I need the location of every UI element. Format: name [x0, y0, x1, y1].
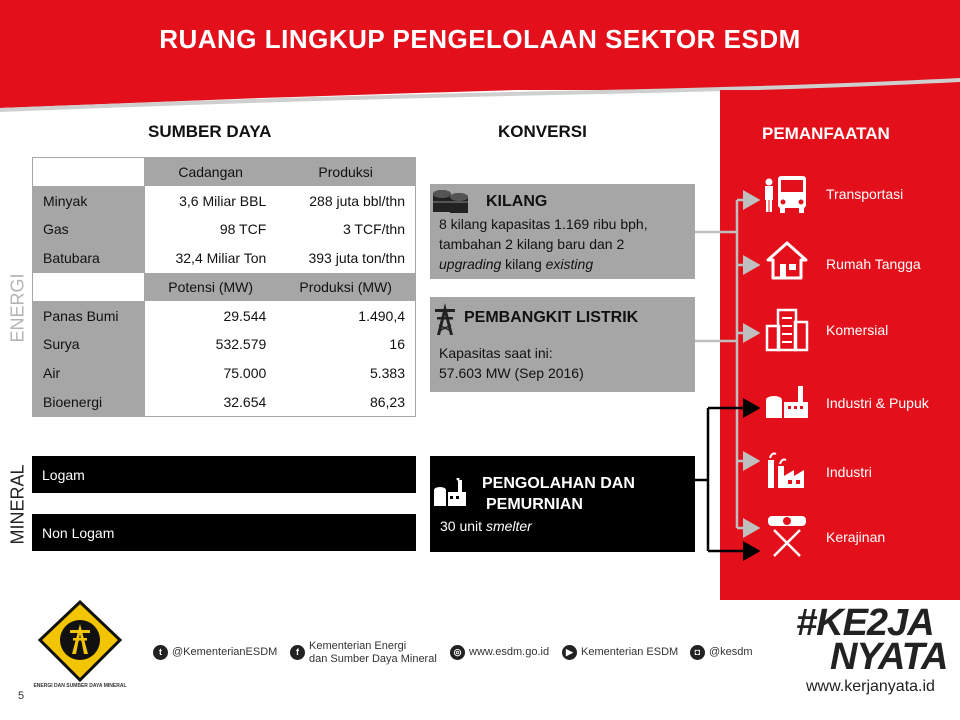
house-icon — [766, 240, 808, 282]
side-label-energi: ENERGI — [7, 273, 28, 343]
youtube-icon: ▶ — [562, 645, 577, 660]
logo-caption: ENERGI DAN SUMBER DAYA MINERAL — [33, 683, 127, 689]
kilang-desc-line: 8 kilang kapasitas 1.169 ribu bph, — [439, 216, 648, 232]
mineral-logam-box — [32, 456, 416, 493]
instagram-icon: ◘ — [690, 645, 705, 660]
buildings-icon — [764, 306, 810, 352]
power-tower-icon — [433, 301, 457, 337]
cell-value: 32.654 — [145, 388, 277, 417]
mineral-non-logam-label: Non Logam — [42, 525, 115, 541]
pengolahan-title-line: PENGOLAHAN DAN — [482, 475, 635, 492]
row-label: Bioenergi — [33, 388, 145, 417]
pembangkit-title: PEMBANGKIT LISTRIK — [464, 309, 639, 326]
table-row — [33, 388, 416, 417]
row-label: Minyak — [33, 186, 145, 215]
footer-facebook-line: Kementerian Energi — [309, 640, 407, 652]
cell-value: 98 TCF — [145, 215, 277, 244]
row-label: Gas — [33, 215, 145, 244]
pemanfaatan-panel — [720, 90, 960, 600]
table-header-row — [33, 273, 416, 302]
cell-value: 75.000 — [145, 359, 277, 388]
kerja-logo-line: NYATA — [830, 636, 948, 678]
table-row — [33, 215, 416, 244]
pemanfaatan-label: Industri & Pupuk — [826, 395, 929, 411]
cell-value: 3,6 Miliar BBL — [145, 186, 277, 215]
globe-icon: ◎ — [450, 645, 465, 660]
footer-twitter[interactable]: @KementerianESDM — [172, 646, 278, 658]
cell-value: 5.383 — [276, 359, 415, 388]
factory-tank-icon — [764, 380, 810, 420]
kilang-desc — [439, 214, 648, 274]
handicraft-icon — [764, 510, 810, 558]
row-label: Batubara — [33, 244, 145, 273]
cell-value: 1.490,4 — [276, 301, 415, 330]
table-row — [33, 359, 416, 388]
pengolahan-box — [430, 456, 695, 552]
resource-table — [32, 157, 416, 417]
pengolahan-title — [482, 473, 635, 515]
table-header-blank — [33, 273, 145, 302]
esdm-logo-emblem — [34, 600, 126, 682]
twitter-icon: t — [153, 645, 168, 660]
pengolahan-title-line: PEMURNIAN — [486, 496, 583, 513]
pemanfaatan-label: Komersial — [826, 322, 889, 338]
cell-value: 86,23 — [276, 388, 415, 417]
facebook-icon: f — [290, 645, 305, 660]
row-label: Surya — [33, 330, 145, 359]
heading-sumber-daya: SUMBER DAYA — [148, 122, 272, 141]
kilang-mid: kilang — [501, 256, 546, 272]
footer-website[interactable]: www.esdm.go.id — [469, 646, 550, 658]
pengolahan-desc-smelter: smelter — [485, 518, 532, 534]
esdm-logo — [34, 600, 126, 682]
pemanfaatan-label: Transportasi — [826, 186, 904, 202]
cell-value: 532.579 — [145, 330, 277, 359]
kerja-logo-line: #KE2JA — [796, 602, 934, 644]
footer-facebook[interactable] — [309, 640, 437, 666]
footer-youtube[interactable]: Kementerian ESDM — [581, 646, 679, 658]
row-label: Air — [33, 359, 145, 388]
factory-icon — [764, 446, 810, 490]
table-row — [33, 186, 416, 215]
header-banner — [0, 0, 960, 90]
pengolahan-desc-text: 30 unit — [440, 518, 486, 534]
table-header-cell: Cadangan — [145, 158, 277, 187]
pengolahan-desc — [440, 518, 532, 534]
page-title: RUANG LINGKUP PENGELOLAAN SEKTOR ESDM — [159, 24, 801, 54]
kilang-upgrading: upgrading — [439, 256, 502, 272]
table-header-row — [33, 158, 416, 187]
cell-value: 16 — [276, 330, 415, 359]
cell-value: 29.544 — [145, 301, 277, 330]
cell-value: 288 juta bbl/thn — [276, 186, 415, 215]
table-row — [33, 244, 416, 273]
heading-konversi: KONVERSI — [498, 122, 587, 141]
kilang-desc-line — [439, 254, 648, 274]
mineral-logam-label: Logam — [42, 467, 85, 483]
cell-value: 32,4 Miliar Ton — [145, 244, 277, 273]
smelter-icon — [432, 478, 468, 508]
table-row — [33, 330, 416, 359]
table-header-blank — [33, 158, 145, 187]
pemanfaatan-label: Rumah Tangga — [826, 256, 921, 272]
table-header-cell: Produksi (MW) — [276, 273, 415, 302]
footer-instagram[interactable]: @kesdm — [709, 646, 753, 658]
heading-pemanfaatan: PEMANFAATAN — [762, 124, 890, 143]
cell-value: 393 juta ton/thn — [276, 244, 415, 273]
kerja-url[interactable]: www.kerjanyata.id — [806, 678, 935, 695]
kerja-nyata-logo — [796, 602, 948, 678]
pembangkit-desc-line: 57.603 MW (Sep 2016) — [439, 365, 584, 381]
page-number: 5 — [18, 690, 25, 702]
mineral-non-logam-box — [32, 514, 416, 551]
bus-person-icon — [762, 174, 810, 214]
pemanfaatan-label: Industri — [826, 464, 872, 480]
pembangkit-box — [430, 297, 695, 392]
pembangkit-desc-line: Kapasitas saat ini: — [439, 345, 553, 361]
kilang-box — [430, 184, 695, 279]
kilang-desc-line: tambahan 2 kilang baru dan 2 — [439, 236, 625, 252]
side-label-mineral: MINERAL — [7, 464, 28, 545]
row-label: Panas Bumi — [33, 301, 145, 330]
pembangkit-desc — [439, 343, 584, 383]
table-header-cell: Potensi (MW) — [145, 273, 277, 302]
table-row — [33, 301, 416, 330]
kilang-title: KILANG — [486, 193, 548, 210]
kilang-existing: existing — [545, 256, 594, 272]
cell-value: 3 TCF/thn — [276, 215, 415, 244]
table-header-cell: Produksi — [276, 158, 415, 187]
pemanfaatan-label: Kerajinan — [826, 529, 886, 545]
oil-tank-icon — [432, 188, 470, 216]
footer-facebook-line: dan Sumber Daya Mineral — [309, 653, 437, 665]
